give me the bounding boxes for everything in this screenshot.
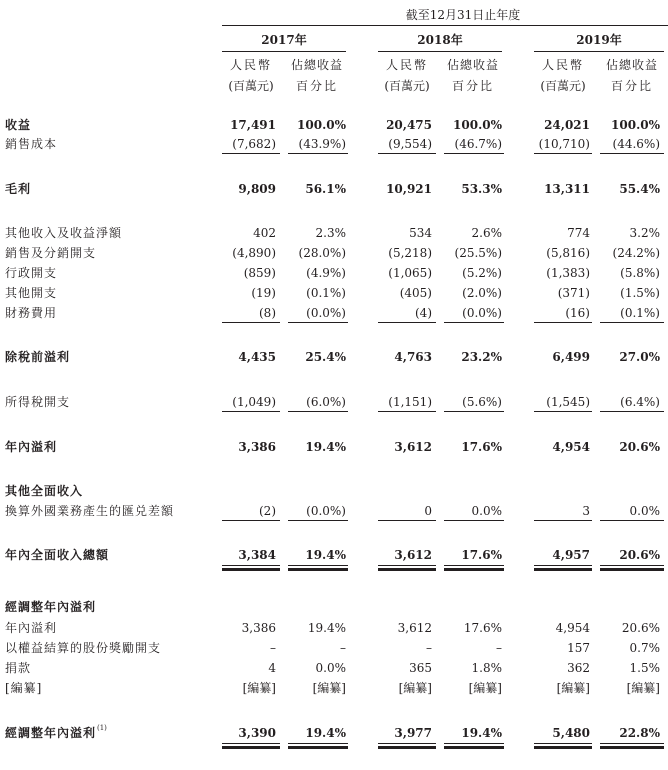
- adjusted-profit-value-amount: 5,480: [552, 726, 590, 740]
- revenue-value-pct: 100.0%: [611, 118, 660, 132]
- adjusted-profit-value-pct: 22.8%: [619, 726, 660, 740]
- subtotal-rule: [378, 322, 436, 323]
- redacted-label: [編纂]: [5, 681, 43, 695]
- cost-of-sales-value-amount: (10,710): [538, 137, 590, 151]
- share-based-comp-value-pct: –: [496, 641, 502, 655]
- admin-expenses-value-amount: (1,383): [546, 266, 590, 280]
- donations-value-amount: 4: [268, 661, 276, 675]
- other-income-value-amount: 534: [409, 226, 432, 240]
- subtotal-rule: [222, 322, 280, 323]
- year-2019-heading: 2019年: [576, 33, 622, 47]
- other-expenses-label: 其他開支: [5, 286, 58, 300]
- pct-col-header-line2: 百分比: [295, 79, 338, 93]
- adj-profit-for-year-label: 年內溢利: [5, 621, 58, 635]
- fx-differences-label: 換算外國業務產生的匯兑差額: [5, 504, 175, 518]
- total-rule-bottom: [444, 746, 504, 749]
- gross-profit-value-pct: 56.1%: [305, 182, 346, 196]
- admin-expenses-value-amount: (1,065): [388, 266, 432, 280]
- adj-profit-for-year-value-pct: 20.6%: [621, 621, 660, 635]
- revenue-value-pct: 100.0%: [453, 118, 502, 132]
- adjusted-profit-value-amount: 3,977: [394, 726, 432, 740]
- profit-before-tax-label: 除稅前溢利: [5, 350, 71, 364]
- total-comprehensive-value-pct: 20.6%: [619, 548, 660, 562]
- redacted-value-amount: [編纂]: [398, 681, 432, 695]
- finance-costs-value-pct: (0.1%): [620, 306, 660, 320]
- amount-col-header: 人民幣: [541, 58, 584, 72]
- adjusted-profit-value-pct: 19.4%: [461, 726, 502, 740]
- share-based-comp-label: 以權益結算的股份獎勵開支: [5, 641, 162, 655]
- share-based-comp-value-pct: –: [340, 641, 346, 655]
- revenue-value-pct: 100.0%: [297, 118, 346, 132]
- donations-value-pct: 1.8%: [471, 661, 502, 675]
- fx-differences-value-pct: 0.0%: [629, 504, 660, 518]
- redacted-value-amount: [編纂]: [556, 681, 590, 695]
- subtotal-rule: [288, 520, 348, 521]
- redacted-value-pct: [編纂]: [468, 681, 502, 695]
- revenue-value-amount: 17,491: [230, 118, 276, 132]
- subtotal-rule: [534, 411, 592, 412]
- income-tax-value-pct: (6.0%): [306, 395, 346, 409]
- adjusted-profit-label: 經調整年內溢利: [5, 726, 97, 740]
- oci-heading-label: 其他全面收入: [5, 484, 84, 498]
- total-rule-top: [534, 743, 592, 744]
- amount-col-unit: (百萬元): [540, 79, 586, 93]
- adj-profit-for-year-value-amount: 4,954: [555, 621, 590, 635]
- profit-before-tax-value-amount: 4,763: [394, 350, 432, 364]
- cost-of-sales-value-pct: (43.9%): [298, 137, 346, 151]
- header-rule: [222, 25, 668, 26]
- subtotal-rule: [534, 520, 592, 521]
- donations-value-amount: 365: [409, 661, 432, 675]
- total-rule-bottom: [600, 746, 664, 749]
- amount-col-header: 人民幣: [385, 58, 428, 72]
- subtotal-rule: [444, 153, 504, 154]
- adjusted-profit-value-pct: 19.4%: [305, 726, 346, 740]
- selling-expenses-value-pct: (25.5%): [454, 246, 502, 260]
- total-comprehensive-value-pct: 17.6%: [461, 548, 502, 562]
- total-rule-top: [534, 565, 592, 566]
- gross-profit-value-pct: 53.3%: [461, 182, 502, 196]
- amount-col-header: 人民幣: [229, 58, 272, 72]
- adj-profit-for-year-value-amount: 3,386: [241, 621, 276, 635]
- total-comprehensive-value-amount: 4,957: [552, 548, 590, 562]
- total-comprehensive-value-pct: 19.4%: [305, 548, 346, 562]
- subtotal-rule: [534, 153, 592, 154]
- other-income-value-pct: 2.6%: [471, 226, 502, 240]
- total-rule-top: [288, 565, 348, 566]
- adjusted-heading-label: 經調整年內溢利: [5, 600, 97, 614]
- donations-value-pct: 1.5%: [629, 661, 660, 675]
- total-rule-bottom: [222, 568, 280, 571]
- pct-col-header: 佔總收益: [446, 58, 499, 72]
- amount-col-unit: (百萬元): [384, 79, 430, 93]
- total-rule-bottom: [378, 568, 436, 571]
- subtotal-rule: [444, 411, 504, 412]
- cost-of-sales-value-amount: (7,682): [232, 137, 276, 151]
- year-2017-rule: [222, 51, 346, 52]
- income-tax-label: 所得稅開支: [5, 395, 71, 409]
- subtotal-rule: [600, 322, 664, 323]
- profit-before-tax-value-amount: 6,499: [552, 350, 590, 364]
- year-2019-rule: [534, 51, 664, 52]
- subtotal-rule: [444, 322, 504, 323]
- subtotal-rule: [444, 520, 504, 521]
- cost-of-sales-value-amount: (9,554): [388, 137, 432, 151]
- other-income-value-amount: 774: [567, 226, 590, 240]
- profit-for-year-value-pct: 17.6%: [461, 440, 502, 454]
- finance-costs-label: 財務費用: [5, 306, 58, 320]
- profit-for-year-value-pct: 19.4%: [305, 440, 346, 454]
- subtotal-rule: [288, 411, 348, 412]
- subtotal-rule: [288, 322, 348, 323]
- period-caption: 截至12月31日止年度: [405, 8, 521, 22]
- income-tax-value-amount: (1,151): [388, 395, 432, 409]
- revenue-label: 收益: [5, 118, 32, 132]
- year-2017-heading: 2017年: [261, 33, 307, 47]
- finance-costs-value-pct: (0.0%): [462, 306, 502, 320]
- pct-col-header: 佔總收益: [605, 58, 658, 72]
- other-expenses-value-pct: (2.0%): [462, 286, 502, 300]
- selling-expenses-value-pct: (24.2%): [612, 246, 660, 260]
- cost-of-sales-label: 銷售成本: [5, 137, 58, 151]
- share-based-comp-value-amount: –: [270, 641, 276, 655]
- subtotal-rule: [288, 153, 348, 154]
- total-rule-bottom: [222, 746, 280, 749]
- share-based-comp-value-pct: 0.7%: [629, 641, 660, 655]
- subtotal-rule: [222, 520, 280, 521]
- profit-for-year-value-pct: 20.6%: [619, 440, 660, 454]
- other-income-label: 其他收入及收益淨額: [5, 226, 123, 240]
- other-expenses-value-pct: (1.5%): [620, 286, 660, 300]
- other-expenses-value-amount: (19): [251, 286, 276, 300]
- pct-col-header-line2: 百分比: [451, 79, 494, 93]
- fx-differences-value-pct: 0.0%: [471, 504, 502, 518]
- finance-costs-value-amount: (8): [259, 306, 276, 320]
- other-expenses-value-amount: (405): [399, 286, 432, 300]
- year-2018-rule: [378, 51, 502, 52]
- selling-expenses-value-amount: (5,218): [388, 246, 432, 260]
- income-tax-value-amount: (1,545): [546, 395, 590, 409]
- subtotal-rule: [378, 520, 436, 521]
- revenue-value-amount: 24,021: [544, 118, 590, 132]
- other-income-value-pct: 2.3%: [315, 226, 346, 240]
- selling-expenses-label: 銷售及分銷開支: [5, 246, 97, 260]
- profit-for-year-label: 年內溢利: [5, 440, 58, 454]
- other-expenses-value-amount: (371): [557, 286, 590, 300]
- other-expenses-value-pct: (0.1%): [306, 286, 346, 300]
- total-rule-bottom: [534, 568, 592, 571]
- fx-differences-value-amount: (2): [259, 504, 276, 518]
- total-rule-bottom: [444, 568, 504, 571]
- total-rule-top: [288, 743, 348, 744]
- donations-label: 捐款: [5, 661, 32, 675]
- total-rule-bottom: [600, 568, 664, 571]
- share-based-comp-value-amount: –: [426, 641, 432, 655]
- selling-expenses-value-amount: (5,816): [546, 246, 590, 260]
- selling-expenses-value-pct: (28.0%): [298, 246, 346, 260]
- subtotal-rule: [600, 520, 664, 521]
- total-rule-bottom: [288, 568, 348, 571]
- total-comprehensive-value-amount: 3,612: [394, 548, 432, 562]
- admin-expenses-label: 行政開支: [5, 266, 58, 280]
- finance-costs-value-amount: (4): [415, 306, 432, 320]
- total-rule-bottom: [378, 746, 436, 749]
- adj-profit-for-year-value-pct: 19.4%: [307, 621, 346, 635]
- subtotal-rule: [600, 153, 664, 154]
- redacted-value-pct: [編纂]: [626, 681, 660, 695]
- profit-before-tax-value-pct: 27.0%: [619, 350, 660, 364]
- redacted-value-amount: [編纂]: [242, 681, 276, 695]
- subtotal-rule: [534, 322, 592, 323]
- profit-for-year-value-amount: 3,386: [238, 440, 276, 454]
- total-rule-top: [378, 565, 436, 566]
- total-rule-bottom: [288, 746, 348, 749]
- selling-expenses-value-amount: (4,890): [232, 246, 276, 260]
- profit-for-year-value-amount: 4,954: [552, 440, 590, 454]
- total-comprehensive-label: 年內全面收入總額: [5, 548, 110, 562]
- total-rule-top: [222, 565, 280, 566]
- income-tax-value-pct: (5.6%): [462, 395, 502, 409]
- year-2018-heading: 2018年: [417, 33, 463, 47]
- income-tax-value-amount: (1,049): [232, 395, 276, 409]
- fx-differences-value-pct: (0.0%): [306, 504, 346, 518]
- subtotal-rule: [378, 153, 436, 154]
- donations-value-amount: 362: [567, 661, 590, 675]
- total-comprehensive-value-amount: 3,384: [238, 548, 276, 562]
- total-rule-top: [444, 743, 504, 744]
- gross-profit-value-amount: 10,921: [386, 182, 432, 196]
- adj-profit-for-year-value-amount: 3,612: [397, 621, 432, 635]
- total-rule-top: [378, 743, 436, 744]
- footnote-marker: (1): [97, 724, 107, 732]
- pct-col-header-line2: 百分比: [610, 79, 653, 93]
- profit-before-tax-value-pct: 23.2%: [461, 350, 502, 364]
- finance-costs-value-amount: (16): [565, 306, 590, 320]
- other-income-value-amount: 402: [253, 226, 276, 240]
- donations-value-pct: 0.0%: [315, 661, 346, 675]
- redacted-value-pct: [編纂]: [312, 681, 346, 695]
- fx-differences-value-amount: 0: [424, 504, 432, 518]
- share-based-comp-value-amount: 157: [567, 641, 590, 655]
- adjusted-profit-value-amount: 3,390: [238, 726, 276, 740]
- admin-expenses-value-pct: (5.8%): [620, 266, 660, 280]
- profit-before-tax-value-amount: 4,435: [238, 350, 276, 364]
- admin-expenses-value-pct: (5.2%): [462, 266, 502, 280]
- admin-expenses-value-pct: (4.9%): [306, 266, 346, 280]
- profit-for-year-value-amount: 3,612: [394, 440, 432, 454]
- adj-profit-for-year-value-pct: 17.6%: [463, 621, 502, 635]
- pct-col-header: 佔總收益: [290, 58, 343, 72]
- cost-of-sales-value-pct: (44.6%): [612, 137, 660, 151]
- subtotal-rule: [378, 411, 436, 412]
- profit-before-tax-value-pct: 25.4%: [305, 350, 346, 364]
- subtotal-rule: [600, 411, 664, 412]
- cost-of-sales-value-pct: (46.7%): [454, 137, 502, 151]
- gross-profit-value-amount: 9,809: [238, 182, 276, 196]
- gross-profit-label: 毛利: [5, 182, 32, 196]
- finance-costs-value-pct: (0.0%): [306, 306, 346, 320]
- total-rule-top: [444, 565, 504, 566]
- gross-profit-value-pct: 55.4%: [619, 182, 660, 196]
- gross-profit-value-amount: 13,311: [544, 182, 590, 196]
- other-income-value-pct: 3.2%: [629, 226, 660, 240]
- amount-col-unit: (百萬元): [228, 79, 274, 93]
- subtotal-rule: [222, 153, 280, 154]
- income-tax-value-pct: (6.4%): [620, 395, 660, 409]
- total-rule-top: [222, 743, 280, 744]
- total-rule-bottom: [534, 746, 592, 749]
- total-rule-top: [600, 743, 664, 744]
- total-rule-top: [600, 565, 664, 566]
- revenue-value-amount: 20,475: [386, 118, 432, 132]
- admin-expenses-value-amount: (859): [243, 266, 276, 280]
- fx-differences-value-amount: 3: [582, 504, 590, 518]
- subtotal-rule: [222, 411, 280, 412]
